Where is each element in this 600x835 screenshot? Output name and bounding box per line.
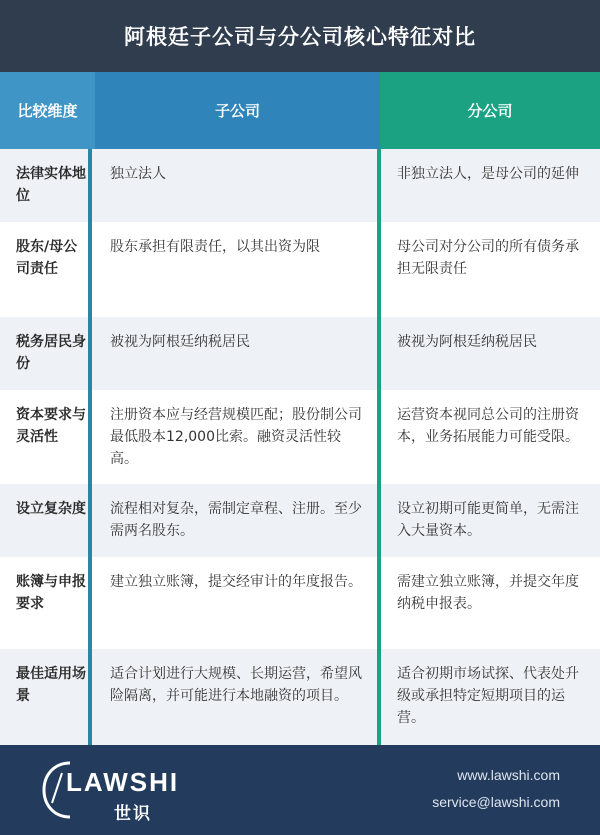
table-row — [0, 222, 600, 317]
row-dimension: 账簿与申报要求 — [16, 574, 86, 612]
comparison-table — [0, 72, 600, 745]
row-branch: 适合初期市场试探、代表处升级或承担特定短期项目的运营。 — [377, 649, 600, 745]
row-subsidiary: 流程相对复杂，需制定章程、注册。至少需两名股东。 — [88, 484, 377, 557]
row-subsidiary: 股东承担有限责任，以其出资为限 — [88, 222, 377, 317]
page-title: 阿根廷子公司与分公司核心特征对比 — [0, 0, 600, 72]
row-dimension: 设立复杂度 — [16, 501, 86, 517]
row-subsidiary: 建立独立账簿，提交经审计的年度报告。 — [88, 557, 377, 649]
table-header — [0, 72, 600, 149]
footer — [0, 745, 600, 835]
logo-wordmark: LAWSHI — [66, 767, 180, 797]
logo-chinese-name: 世识 — [114, 804, 152, 824]
header-branch: 分公司 — [380, 72, 600, 149]
lawshi-logo — [40, 757, 190, 827]
row-branch: 非独立法人，是母公司的延伸 — [377, 149, 600, 222]
row-dimension: 税务居民身份 — [16, 334, 86, 372]
row-branch: 被视为阿根廷纳税居民 — [377, 317, 600, 390]
row-branch: 运营资本视同总公司的注册资本，业务拓展能力可能受限。 — [377, 390, 600, 484]
row-dimension: 资本要求与灵活性 — [16, 407, 86, 445]
email-link[interactable]: service@lawshi.com — [432, 794, 560, 810]
table-row — [0, 390, 600, 484]
table-row — [0, 149, 600, 222]
header-subsidiary: 子公司 — [95, 72, 380, 149]
row-subsidiary: 被视为阿根廷纳税居民 — [88, 317, 377, 390]
table-row — [0, 649, 600, 745]
row-subsidiary: 适合计划进行大规模、长期运营，希望风险隔离，并可能进行本地融资的项目。 — [88, 649, 377, 745]
row-dimension: 股东/母公司责任 — [16, 239, 78, 277]
table-row — [0, 484, 600, 557]
row-branch: 母公司对分公司的所有债务承担无限责任 — [377, 222, 600, 317]
row-subsidiary: 注册资本应与经营规模匹配；股份制公司最低股本12,000比索。融资灵活性较高。 — [88, 390, 377, 484]
row-subsidiary: 独立法人 — [88, 149, 377, 222]
table-row — [0, 557, 600, 649]
website-link[interactable]: www.lawshi.com — [457, 767, 560, 783]
row-dimension: 最佳适用场景 — [16, 666, 86, 704]
row-branch: 需建立独立账簿，并提交年度纳税申报表。 — [377, 557, 600, 649]
header-dimension: 比较维度 — [0, 72, 95, 149]
row-dimension: 法律实体地位 — [16, 166, 86, 204]
table-row — [0, 317, 600, 390]
row-branch: 设立初期可能更简单，无需注入大量资本。 — [377, 484, 600, 557]
